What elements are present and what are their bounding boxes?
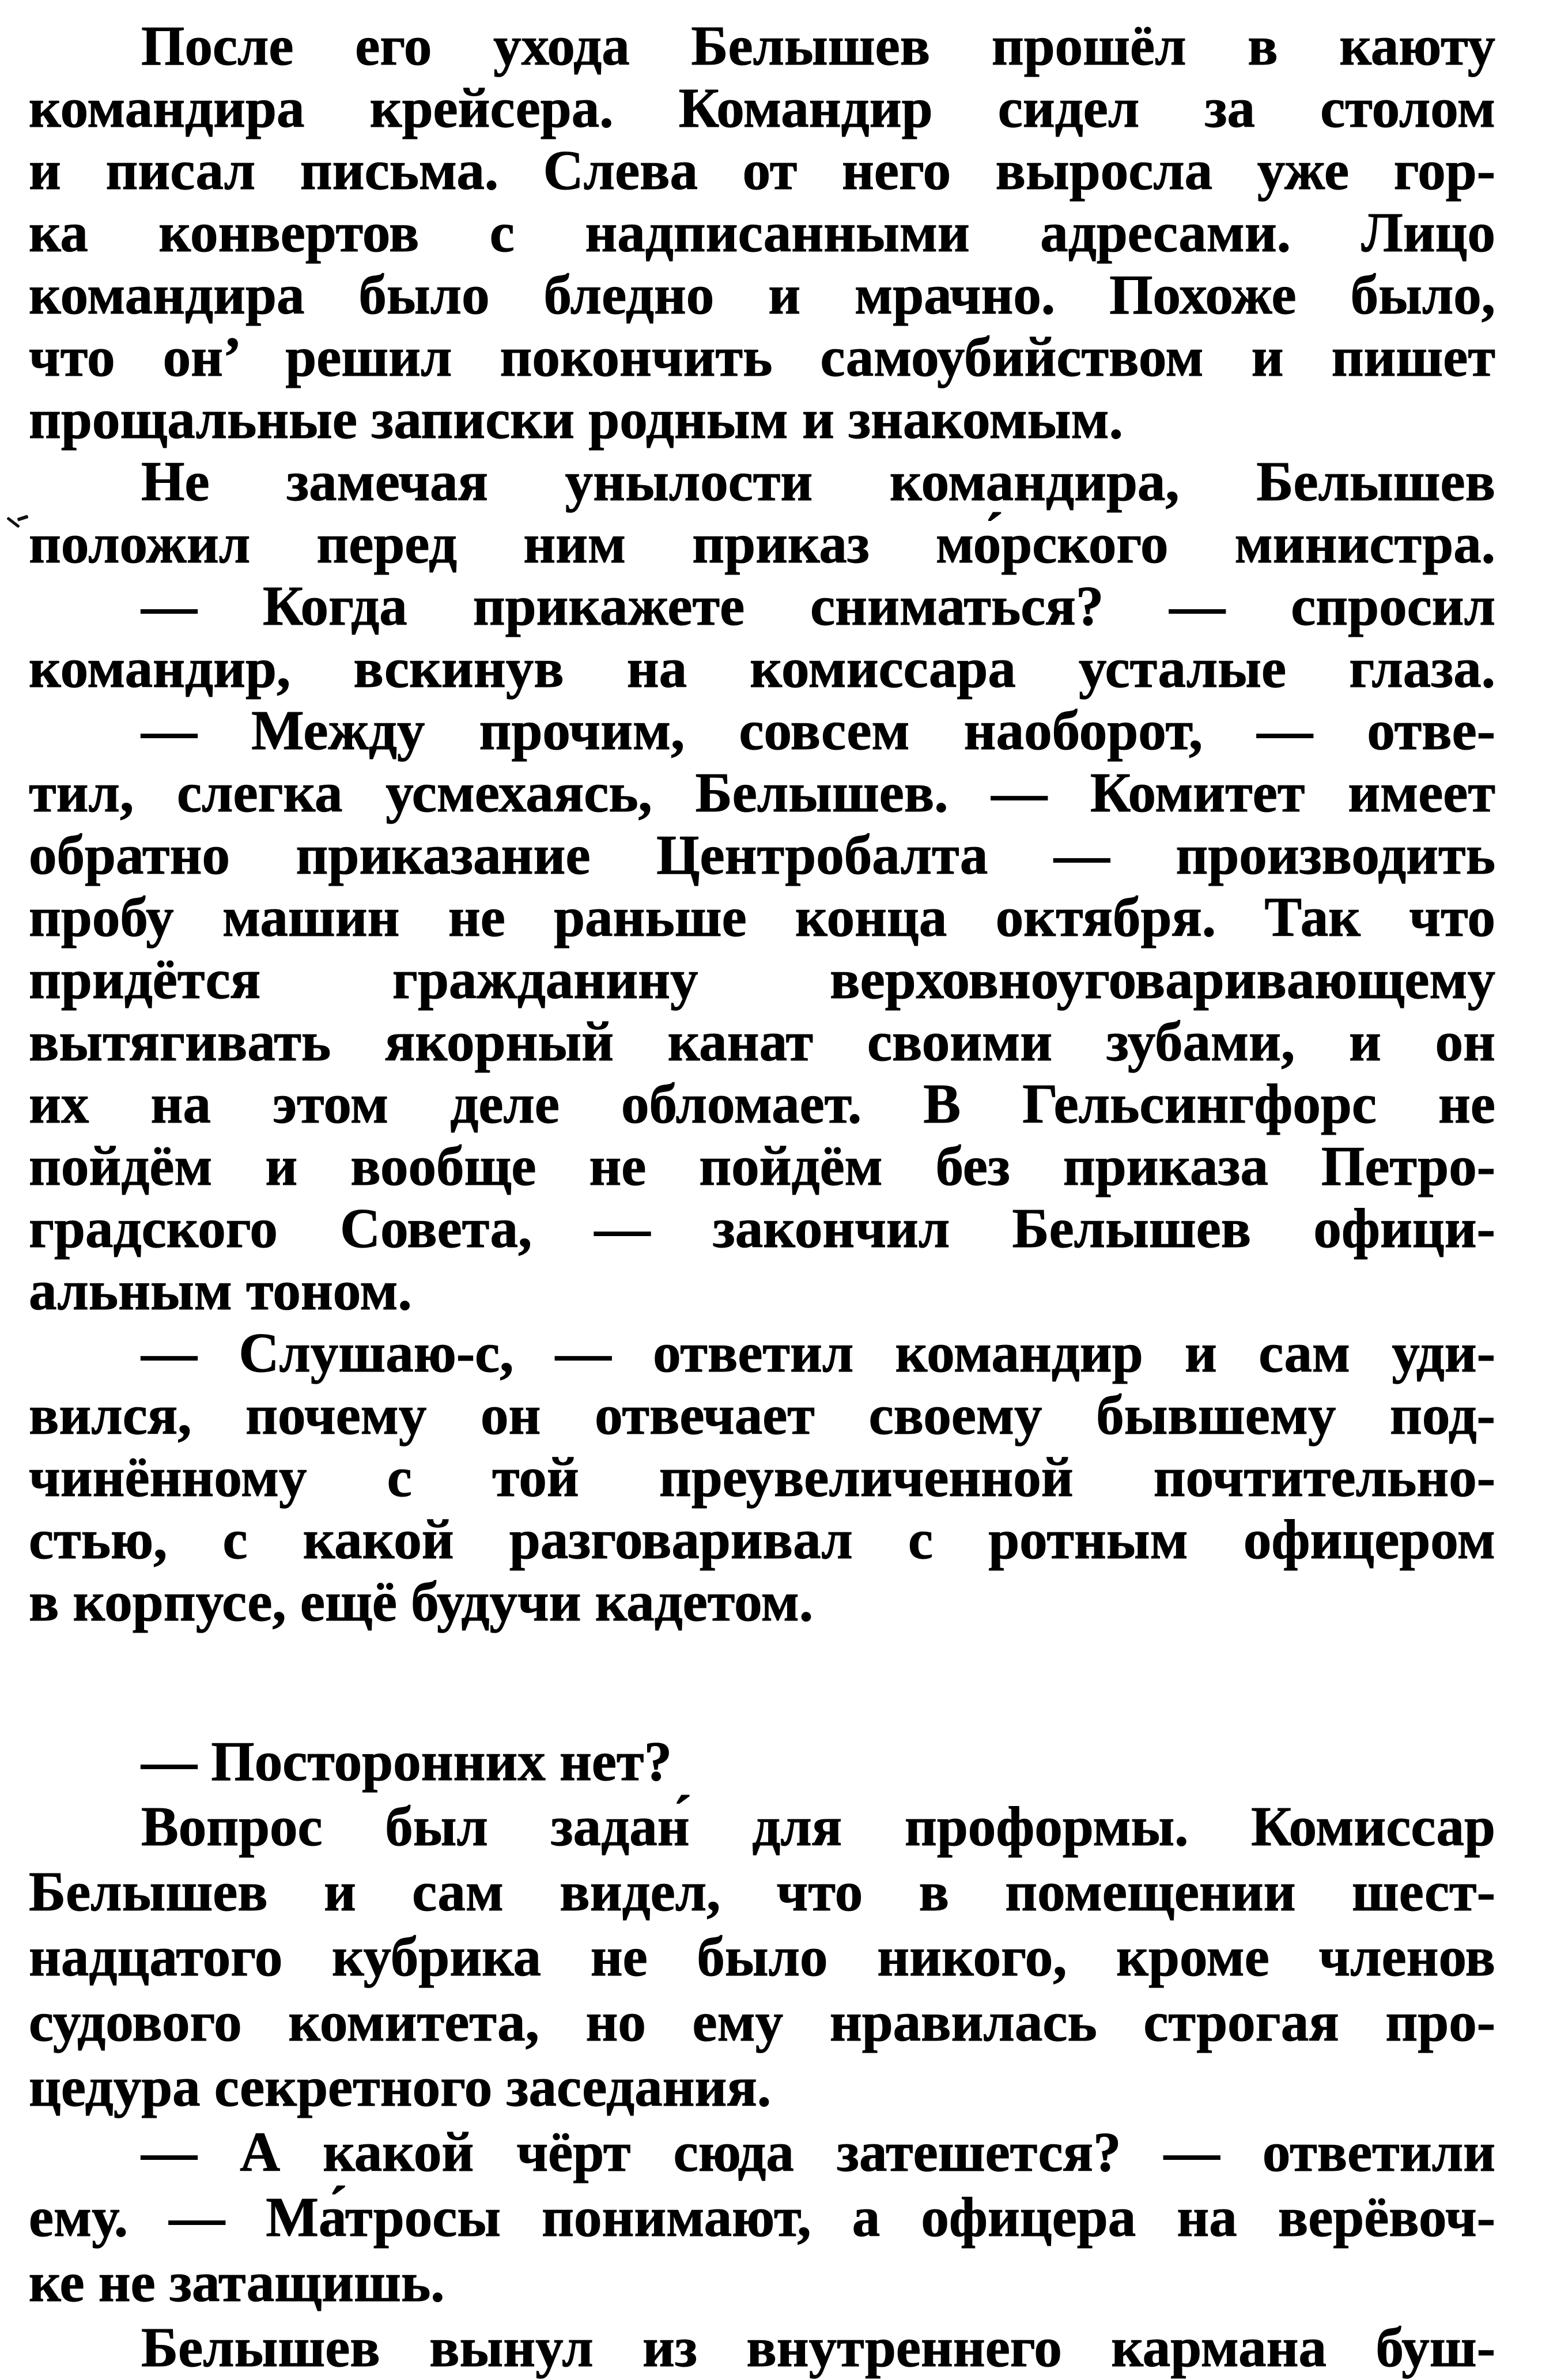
text-line: стью, с какой разговаривал с ротным офицером — [29, 1509, 1495, 1570]
text-line: тил, слегка усмехаясь, Белышев. — Комитет имеет — [29, 762, 1495, 823]
text-line: ему. — Ма́тросы понимают, а офицера на верёвоч- — [29, 2186, 1495, 2248]
text-line: — А какой чёрт сюда затешется? — ответили — [141, 2121, 1495, 2183]
text-line: Белышев вынул из внутреннего кармана буш- — [141, 2317, 1495, 2378]
text-line: После его ухода Белышев прошёл в каюту — [141, 15, 1495, 77]
text-line: пробу машин не раньше конца октября. Так что — [29, 886, 1495, 948]
text-line: Белышев и сам видел, что в помещении шест- — [29, 1861, 1495, 1922]
text-block-upper — [29, 15, 1495, 1633]
text-line: их на этом деле обломает. В Гельсингфорс не — [29, 1073, 1495, 1135]
text-line: положил перед ним приказ мо́рского министра. — [29, 513, 1495, 575]
text-line: вытягивать якорный канат своими зубами, и он — [29, 1011, 1495, 1072]
text-line: прощальные записки родным и знакомым. — [29, 388, 1123, 450]
text-line: судового комитета, но ему нравилась строгая про- — [29, 1991, 1495, 2053]
text-line: придётся гражданину верховноуговаривающему — [29, 949, 1495, 1010]
text-line: что он’ решил покончить самоубийством и пишет — [29, 326, 1495, 388]
text-line: командир, вскинув на комиссара усталые глаза. — [29, 637, 1495, 699]
text-line: чинённому с той преувеличенной почтительно- — [29, 1446, 1495, 1508]
text-line: альным тоном. — [29, 1260, 412, 1321]
text-line: Не замечая унылости командира, Белышев — [141, 451, 1495, 512]
text-line: ке не затащишь. — [29, 2251, 445, 2313]
text-line: — Когда прикажете сниматься? — спросил — [141, 575, 1495, 637]
text-line: — Слушаю-с, — ответил командир и сам уди- — [141, 1322, 1495, 1384]
text-line: командира крейсера. Командир сидел за столом — [29, 77, 1495, 139]
text-line: ка конвертов с надписанными адресами. Лицо — [29, 202, 1495, 263]
text-line: надцатого кубрика не было никого, кроме членов — [29, 1926, 1495, 1988]
text-line: градского Совета, — закончил Белышев офици- — [29, 1197, 1495, 1259]
text-line: вился, почему он отвечает своему бывшему под- — [29, 1384, 1495, 1446]
text-line: обратно приказание Центробалта — производить — [29, 824, 1495, 886]
text-line: — Посторонних нет? — [141, 1731, 672, 1792]
text-line: в корпусе, ещё будучи кадетом. — [29, 1571, 814, 1633]
text-line: — Между прочим, совсем наоборот, — отве- — [141, 700, 1495, 761]
text-line: командира было бледно и мрачно. Похоже было, — [29, 264, 1495, 326]
text-line: Вопрос был задан́ для проформы. Комиссар — [141, 1796, 1495, 1857]
text-line: цедура секретного заседания. — [29, 2056, 772, 2118]
text-line: пойдём и вообще не пойдём без приказа Петро- — [29, 1135, 1495, 1197]
text-line: и писал письма. Слева от него выросла уже гор- — [29, 139, 1495, 201]
text-block-lower — [29, 1729, 1495, 2380]
